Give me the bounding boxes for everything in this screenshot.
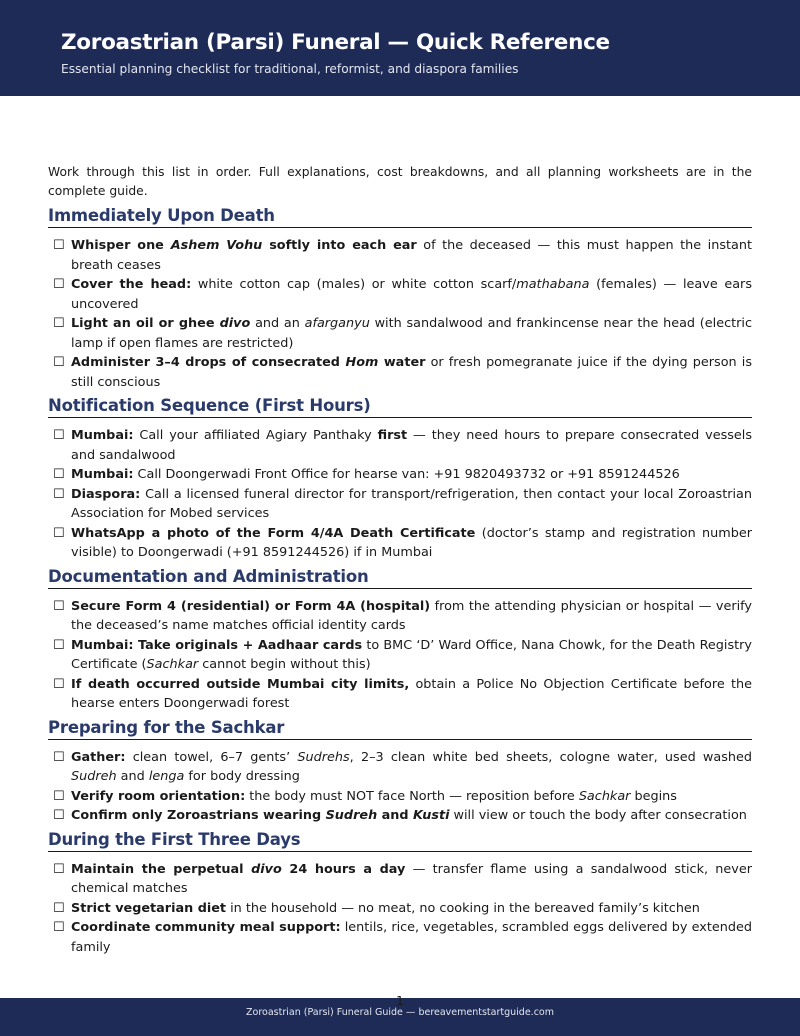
- checkbox-icon[interactable]: ☐: [53, 861, 65, 877]
- item-text: Sudreh: [71, 769, 117, 784]
- checkbox-icon[interactable]: ☐: [53, 900, 65, 916]
- checklist-item: [48, 597, 752, 636]
- checklist-item: [48, 524, 752, 563]
- checkbox-icon[interactable]: ☐: [53, 598, 65, 614]
- checkbox-icon[interactable]: ☐: [53, 920, 65, 935]
- item-text: mathabana: [516, 277, 590, 292]
- checkbox-icon[interactable]: ☐: [53, 316, 65, 331]
- item-text: 24 hours a day: [281, 861, 406, 877]
- item-text: and: [116, 769, 149, 784]
- item-text: Sudrehs: [297, 749, 350, 765]
- item-text: (doctor’s stamp and registration number visible) to Doongerwadi (+91 8591244526) if in Mumbai: [71, 525, 752, 560]
- section-heading: Immediately Upon Death: [48, 205, 752, 228]
- checklist-section: [48, 829, 752, 958]
- section-heading: During the First Three Days: [48, 829, 752, 852]
- item-text: or fresh pomegranate juice if the dying person is still conscious: [71, 355, 752, 390]
- item-text: Mumbai: Take originals + Aadhaar cards: [71, 637, 363, 653]
- item-text: Strict vegetarian diet: [71, 900, 227, 916]
- checklist-item: [48, 353, 752, 392]
- item-text: WhatsApp a photo of the Form 4/4A Death Certificate: [71, 525, 476, 541]
- item-text: white cotton cap (males) or white cotton scarf/: [191, 277, 517, 292]
- item-text: Secure Form 4 (residential) or Form 4A (hospital): [71, 598, 431, 614]
- item-text: Administer 3–4 drops of consecrated: [71, 355, 346, 370]
- section-heading: Notification Sequence (First Hours): [48, 395, 752, 418]
- checklist-item: [48, 806, 752, 826]
- item-text: water: [378, 355, 426, 370]
- item-text: Sachkar: [578, 788, 631, 804]
- item-text: Coordinate community meal support:: [71, 920, 341, 935]
- checkbox-icon[interactable]: ☐: [53, 355, 65, 370]
- page-title: Zoroastrian (Parsi) Funeral — Quick Reference: [61, 30, 610, 55]
- item-text: Call Doongerwadi Front Office for hearse van: +91 9820493732 or +91 8591244526: [133, 467, 680, 482]
- checkbox-icon[interactable]: ☐: [53, 467, 65, 482]
- item-text: Confirm only Zoroastrians wearing: [71, 808, 326, 823]
- item-text: , 2–3 clean white bed sheets, cologne water, used washed: [349, 749, 752, 765]
- item-text: afarganyu: [304, 316, 370, 331]
- page-subtitle: Essential planning checklist for traditional, reformist, and diaspora families: [61, 62, 519, 76]
- item-text: to BMC ‘D’ Ward Office, Nana Chowk, for the Death Registry Certificate (: [71, 637, 752, 672]
- item-text: divo: [251, 861, 282, 877]
- checklist-item: [48, 236, 752, 275]
- item-text: in the household — no meat, no cooking in the bereaved family’s kitchen: [226, 900, 700, 916]
- checklist-item: [48, 465, 752, 485]
- item-text: Call your affiliated Agiary Panthaky: [133, 428, 378, 443]
- checklist-section: [48, 395, 752, 563]
- checklist-section: [48, 717, 752, 826]
- section-heading: Preparing for the Sachkar: [48, 717, 752, 740]
- item-text: Diaspora:: [71, 486, 141, 502]
- checklist-item: [48, 314, 752, 353]
- checklist-item: [48, 275, 752, 314]
- item-text: will view or touch the body after consecration: [449, 808, 747, 823]
- item-text: (females) — leave ears uncovered: [71, 277, 752, 312]
- item-text: Light an oil or ghee: [71, 316, 220, 331]
- item-text: Maintain the perpetual: [71, 861, 252, 877]
- item-text: obtain a Police No Objection Certificate before the hearse enters Doongerwadi forest: [71, 676, 752, 711]
- section-heading: Documentation and Administration: [48, 566, 752, 589]
- intro-text: Work through this list in order. Full explanations, cost breakdowns, and all planning worksheets are in the complete guide.: [48, 165, 752, 198]
- checklist-item: [48, 860, 752, 899]
- item-text: lenga: [148, 769, 185, 784]
- item-text: divo: [219, 316, 251, 331]
- item-text: and an: [250, 316, 305, 331]
- checklist-item: [48, 485, 752, 524]
- item-text: Ashem Vohu: [170, 238, 263, 253]
- page-number: 1: [396, 994, 404, 1008]
- checklist-section: [48, 566, 752, 714]
- checklist-item: [48, 918, 752, 957]
- checklist-item: [48, 787, 752, 807]
- item-text: Mumbai:: [71, 428, 134, 443]
- checkbox-icon[interactable]: ☐: [53, 238, 65, 253]
- checklist-section: [48, 205, 752, 392]
- checkbox-icon[interactable]: ☐: [53, 525, 65, 541]
- item-text: and: [377, 808, 414, 823]
- checkbox-icon[interactable]: ☐: [53, 788, 65, 804]
- item-text: Sachkar: [146, 657, 199, 672]
- item-text: for body dressing: [184, 769, 300, 784]
- item-text: of the deceased — this must happen the instant breath ceases: [71, 238, 752, 273]
- checkbox-icon[interactable]: ☐: [53, 277, 65, 292]
- checklist-item: [48, 899, 752, 919]
- item-text: Kusti: [413, 808, 450, 823]
- item-text: softly into each ear: [262, 238, 417, 253]
- checklist-item: [48, 675, 752, 714]
- checklist-content: [48, 163, 752, 957]
- item-text: Call a licensed funeral director for transport/refrigeration, then contact your local Zoroastrian Association for Mobed services: [71, 486, 752, 521]
- item-text: cannot begin without this): [198, 657, 371, 672]
- checkbox-icon[interactable]: ☐: [53, 676, 65, 692]
- item-text: begins: [630, 788, 677, 804]
- item-text: with sandalwood and frankincense near the head (electric lamp if open flames are restricted): [71, 316, 753, 351]
- page-header: [0, 0, 800, 96]
- checkbox-icon[interactable]: ☐: [53, 808, 65, 823]
- item-text: from the attending physician or hospital — verify the deceased’s name matches official identity cards: [71, 598, 752, 633]
- item-text: — they need hours to prepare consecrated vessels and sandalwood: [71, 428, 753, 463]
- checklist-item: [48, 748, 752, 787]
- item-text: Verify room orientation:: [71, 788, 246, 804]
- item-text: first: [377, 428, 408, 443]
- checklist-item: [48, 426, 752, 465]
- checkbox-icon[interactable]: ☐: [53, 749, 65, 765]
- item-text: If death occurred outside Mumbai city limits,: [71, 676, 410, 692]
- item-text: — transfer flame using a sandalwood stick, never chemical matches: [71, 861, 752, 896]
- checklist-sections: [48, 205, 752, 957]
- checkbox-icon[interactable]: ☐: [53, 428, 65, 443]
- footer-text: Zoroastrian (Parsi) Funeral Guide — bereavementstartguide.com: [246, 1007, 554, 1018]
- checkbox-icon[interactable]: ☐: [53, 637, 65, 653]
- checklist-item: [48, 636, 752, 675]
- item-text: Sudreh: [325, 808, 378, 823]
- item-text: Hom: [345, 355, 379, 370]
- item-text: Cover the head:: [71, 277, 192, 292]
- item-text: lentils, rice, vegetables, scrambled eggs delivered by extended family: [71, 920, 752, 955]
- item-text: Gather:: [71, 749, 126, 765]
- item-text: the body must NOT face North — reposition before: [245, 788, 579, 804]
- checkbox-icon[interactable]: ☐: [53, 486, 65, 502]
- item-text: Whisper one: [71, 238, 171, 253]
- item-text: clean towel, 6–7 gents’: [125, 749, 298, 765]
- item-text: Mumbai:: [71, 467, 134, 482]
